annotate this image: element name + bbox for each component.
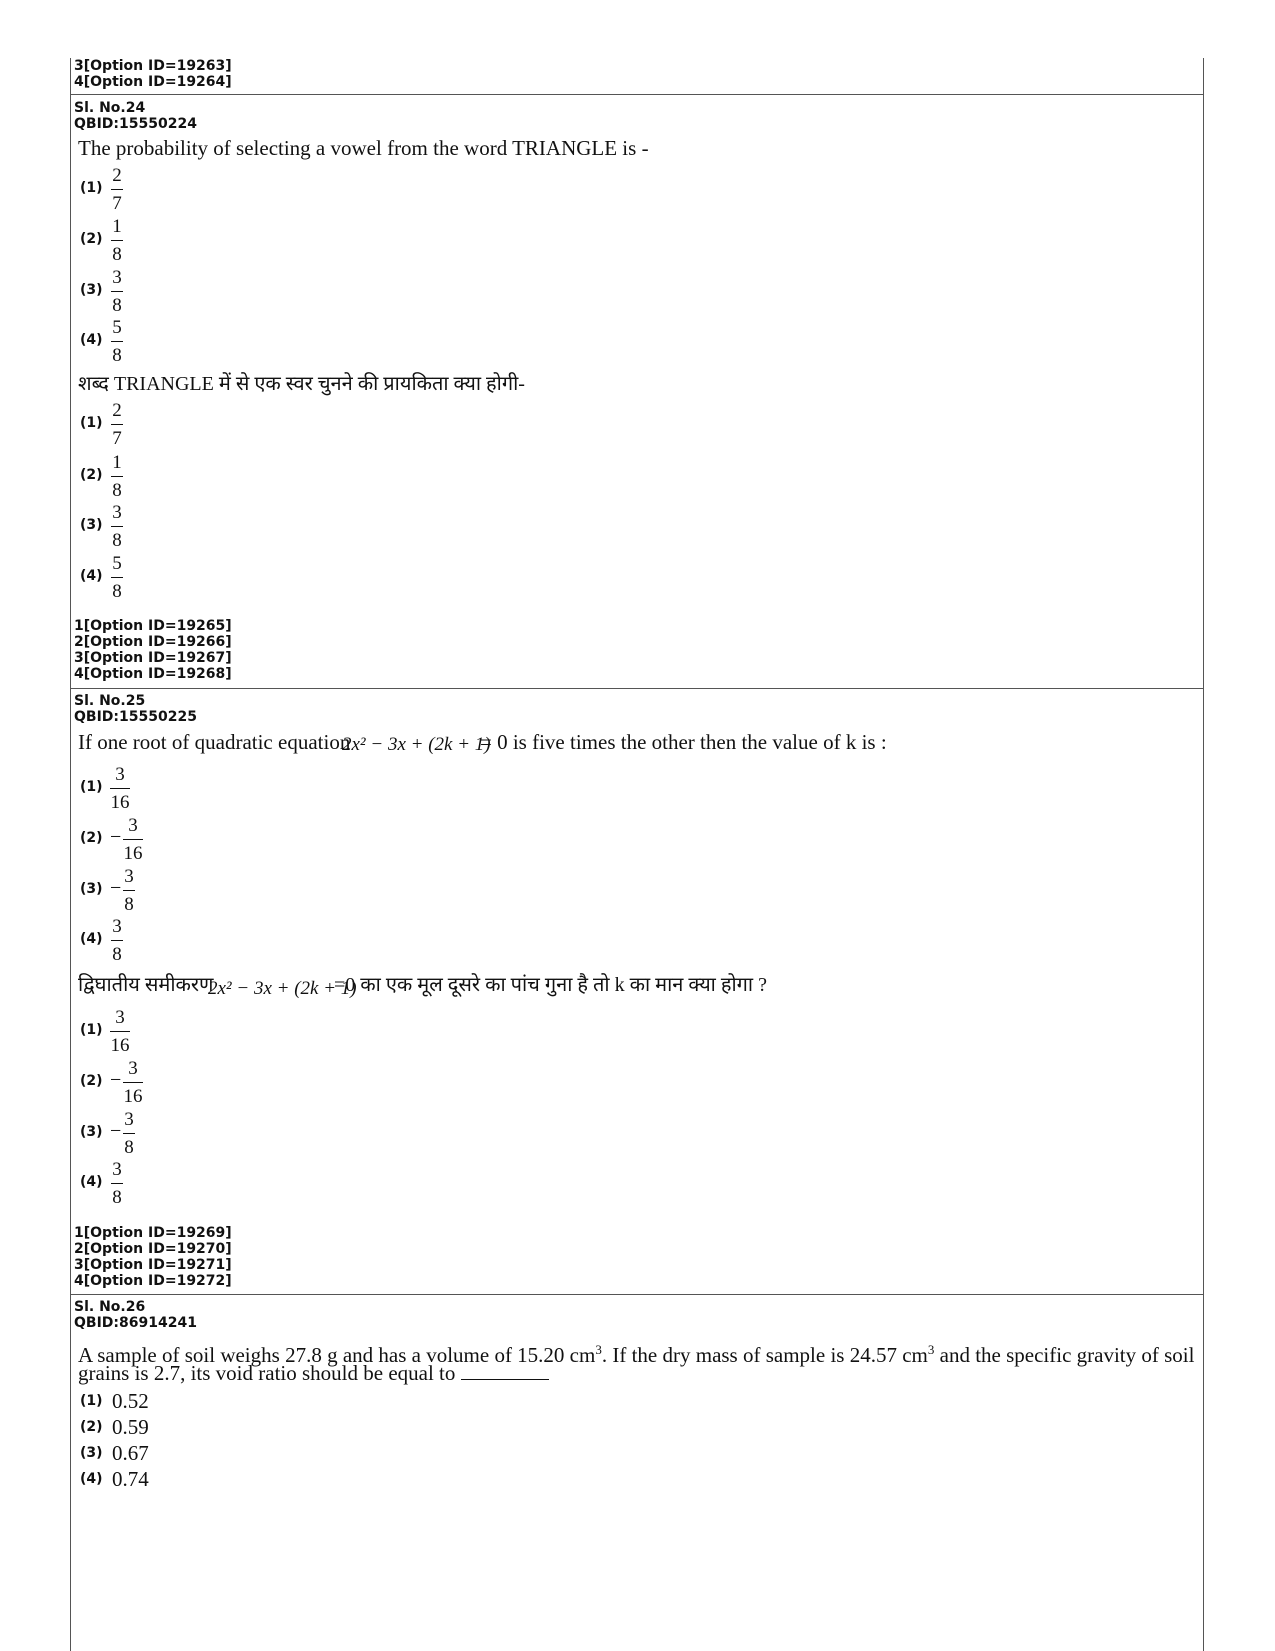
question-text-hi: शब्द TRIANGLE में से एक स्वर चुनने की प्रायकिता क्या होगी-	[78, 373, 525, 395]
denominator: 8	[112, 345, 122, 366]
question-text-line-2: grains is 2.7, its void ratio should be equal to	[78, 1361, 549, 1385]
option-label: (2)	[80, 1419, 103, 1435]
fraction	[111, 401, 123, 449]
option-label: (4)	[80, 931, 103, 947]
numerator: 3	[128, 815, 138, 836]
numerator: 3	[124, 1109, 134, 1130]
fraction	[111, 917, 123, 965]
denominator: 16	[110, 792, 130, 813]
denominator: 8	[112, 244, 122, 265]
fraction	[111, 318, 123, 366]
divider	[70, 94, 1204, 95]
question-text-hi-start: द्विघातीय समीकरण	[78, 974, 214, 996]
option-id-line: 4[Option ID=19268]	[74, 666, 232, 682]
option-id-line: 1[Option ID=19269]	[74, 1225, 232, 1241]
denominator: 8	[112, 530, 122, 551]
fraction	[111, 453, 123, 501]
fraction	[111, 268, 123, 316]
fraction	[123, 867, 135, 915]
denominator: 7	[112, 193, 122, 214]
answer-blank	[461, 1363, 549, 1380]
equation: 2x² − 3x + (2k + 1)	[208, 978, 357, 999]
numerator: 3	[112, 1159, 122, 1180]
denominator: 16	[123, 1086, 143, 1107]
denominator: 8	[124, 1137, 134, 1158]
fraction	[110, 1008, 130, 1056]
option-label: (1)	[80, 1393, 103, 1409]
option-label: (2)	[80, 830, 103, 846]
question-text-en-end: = 0 is five times the other then the value of k is :	[480, 730, 887, 754]
page-frame	[70, 58, 1204, 1651]
denominator: 8	[112, 480, 122, 501]
question-text-en: The probability of selecting a vowel from the word TRIANGLE is -	[78, 136, 649, 160]
sign: −	[110, 826, 122, 848]
option-label: (4)	[80, 568, 103, 584]
option-label: (3)	[80, 517, 103, 533]
fraction	[111, 503, 123, 551]
option-label: (1)	[80, 779, 103, 795]
fraction	[111, 554, 123, 602]
fraction	[111, 1160, 123, 1208]
option-value: 0.52	[112, 1389, 149, 1413]
denominator: 16	[110, 1035, 130, 1056]
numerator: 3	[124, 866, 134, 887]
denominator: 8	[112, 295, 122, 316]
sign: −	[110, 877, 122, 899]
denominator: 16	[123, 843, 143, 864]
fraction	[110, 765, 130, 813]
divider	[70, 688, 1204, 689]
numerator: 2	[112, 165, 122, 186]
option-id-line: 2[Option ID=19266]	[74, 634, 232, 650]
numerator: 3	[112, 916, 122, 937]
option-label: (3)	[80, 282, 103, 298]
numerator: 3	[115, 1007, 125, 1028]
sign: −	[110, 1120, 122, 1142]
denominator: 8	[112, 581, 122, 602]
numerator: 3	[112, 502, 122, 523]
fraction	[123, 1110, 135, 1158]
option-label: (3)	[80, 881, 103, 897]
option-id-line: 4[Option ID=19264]	[74, 74, 232, 90]
serial-number: Sl. No.24	[74, 100, 146, 116]
option-label: (4)	[80, 1471, 103, 1487]
qbid: QBID:86914241	[74, 1315, 197, 1331]
option-id-line: 2[Option ID=19270]	[74, 1241, 232, 1257]
option-label: (2)	[80, 467, 103, 483]
option-id-line: 1[Option ID=19265]	[74, 618, 232, 634]
question-text-en-start: If one root of quadratic equation	[78, 730, 351, 754]
serial-number: Sl. No.26	[74, 1299, 146, 1315]
option-id-line: 3[Option ID=19267]	[74, 650, 232, 666]
qbid: QBID:15550225	[74, 709, 197, 725]
option-label: (4)	[80, 332, 103, 348]
option-label: (3)	[80, 1124, 103, 1140]
question-text-line-1: A sample of soil weighs 27.8 g and has a volume of 15.20 $cm^3$. If the dry mass of sample is 24.57 $cm^3$ and the specific gravity of soil	[78, 1342, 1195, 1367]
numerator: 1	[112, 452, 122, 473]
denominator: 8	[124, 894, 134, 915]
numerator: 1	[112, 216, 122, 237]
equation: 2x² − 3x + (2k + 1)	[342, 734, 491, 755]
serial-number: Sl. No.25	[74, 693, 146, 709]
option-value: 0.67	[112, 1441, 149, 1465]
numerator: 2	[112, 400, 122, 421]
option-id-line: 3[Option ID=19263]	[74, 58, 232, 74]
denominator: 8	[112, 944, 122, 965]
numerator: 3	[112, 267, 122, 288]
fraction	[123, 1059, 143, 1107]
denominator: 8	[112, 1187, 122, 1208]
option-label: (1)	[80, 415, 103, 431]
fraction	[111, 166, 123, 214]
option-id-line: 4[Option ID=19272]	[74, 1273, 232, 1289]
fraction	[123, 816, 143, 864]
option-label: (1)	[80, 1022, 103, 1038]
qbid: QBID:15550224	[74, 116, 197, 132]
option-label: (4)	[80, 1174, 103, 1190]
divider	[70, 1294, 1204, 1295]
option-label: (1)	[80, 180, 103, 196]
denominator: 7	[112, 428, 122, 449]
question-text-hi-end: =0 का एक मूल दूसरे का पांच गुना है तो k का मान क्या होगा ?	[334, 974, 767, 996]
option-id-line: 3[Option ID=19271]	[74, 1257, 232, 1273]
option-value: 0.74	[112, 1467, 149, 1491]
sign: −	[110, 1069, 122, 1091]
numerator: 5	[112, 317, 122, 338]
numerator: 3	[128, 1058, 138, 1079]
option-label: (2)	[80, 231, 103, 247]
fraction	[111, 217, 123, 265]
option-value: 0.59	[112, 1415, 149, 1439]
option-label: (2)	[80, 1073, 103, 1089]
option-label: (3)	[80, 1445, 103, 1461]
numerator: 3	[115, 764, 125, 785]
numerator: 5	[112, 553, 122, 574]
